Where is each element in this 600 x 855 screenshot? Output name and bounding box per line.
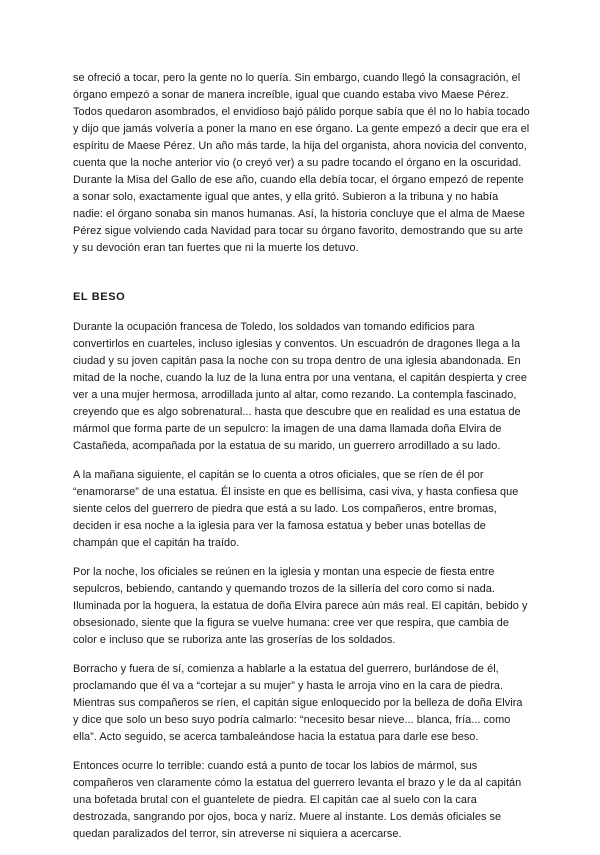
paragraph-5: Entonces ocurre lo terrible: cuando está a punto de tocar los labios de mármol, sus compañeros ven claramente cómo la estatua del guerrero levanta el brazo y le da al capitán una bofetada brutal con el guantelete de piedra. El capitán cae al suelo con la cara destrozada, sangrando por ojos, boca y nariz. Muere al instante. Los demás oficiales se quedan paralizados del terror, sin atreverse ni siquiera a acercarse. [73,760,522,840]
intro-paragraph: se ofreció a tocar, pero la gente no lo quería. Sin embargo, cuando llegó la consagración, el órgano empezó a sonar de manera increíble, igual que cuando estaba vivo Maese Pérez. Todos quedaron asombrados, el envidioso bajó pálido porque sabía que él no lo había tocado y dijo que jamás volvería a poner la mano en ese órgano. La gente empezó a decir que era el espíritu de Maese Pérez. Un año más tarde, la hija del organista, ahora novicia del convento, cuenta que la noche anterior vio (o creyó ver) a su padre tocando el órgano en la oscuridad. Durante la Misa del Gallo de ese año, cuando ella debía tocar, el órgano empezó de repente a sonar solo, exactamente igual que antes, y ella gritó. Subieron a la tribuna y no había nadie: el órgano sonaba sin manos humanas. Así, la historia concluye que el alma de Maese Pérez sigue volviendo cada Navidad para tocar su órgano favorito, demostrando que su arte y su devoción eran tan fuertes que ni la muerte los detuvo. [73,72,530,254]
paragraph-1: Durante la ocupación francesa de Toledo, los soldados van tomando edificios para convertirlos en cuarteles, incluso iglesias y conventos. Un escuadrón de dragones llega a la ciudad y su joven capitán pasa la noche con su tropa dentro de una iglesia abandonada. En mitad de la noche, cuando la luz de la luna entra por una ventana, el capitán despierta y cree ver a una mujer hermosa, arrodillada junto al altar, como rezando. La contempla fascinado, creyendo que es algo sobrenatural... hasta que descubre que en realidad es una estatua de mármol que forma parte de un sepulcro: la imagen de una dama llamada doña Elvira de Castañeda, acompañada por la estatua de su marido, un guerrero arrodillado a su lado. [73,321,527,452]
paragraph-4: Borracho y fuera de sí, comienza a hablarle a la estatua del guerrero, burlándose de él, proclamando que él va a “cortejar a su mujer” y hasta le arroja vino en la cara de piedra. Mientras sus compañeros se ríen, el capitán sigue enloquecido por la belleza de doña Elvira y dice que solo un beso suyo podría calmarlo: “necesito besar nieve... blanca, fría... como ella”. Acto seguido, se acerca tambaleándose hacia la estatua para darle ese beso. [73,663,523,743]
paragraph-2: A la mañana siguiente, el capitán se lo cuenta a otros oficiales, que se ríen de él por “enamorarse” de una estatua. Él insiste en que es bellísima, casi viva, y hasta confiesa que siente celos del guerrero de piedra que está a su lado. Los compañeros, entre bromas, deciden ir esa noche a la iglesia para ver la famosa estatua y beber unas botellas de champán que el capitán ha traído. [73,469,519,549]
paragraph-3: Por la noche, los oficiales se reúnen en la iglesia y montan una especie de fiesta entre sepulcros, bebiendo, cantando y quemando trozos de la sillería del coro como si nada. Iluminada por la hoguera, la estatua de doña Elvira parece aún más real. El capitán, bebido y obsesionado, siente que la figura se vuelve humana: cree ver que respira, que cambia de color e incluso que se ruboriza ante las groserías de los soldados. [73,566,528,646]
document-body [73,70,531,855]
section-title: EL BESO [73,291,126,303]
